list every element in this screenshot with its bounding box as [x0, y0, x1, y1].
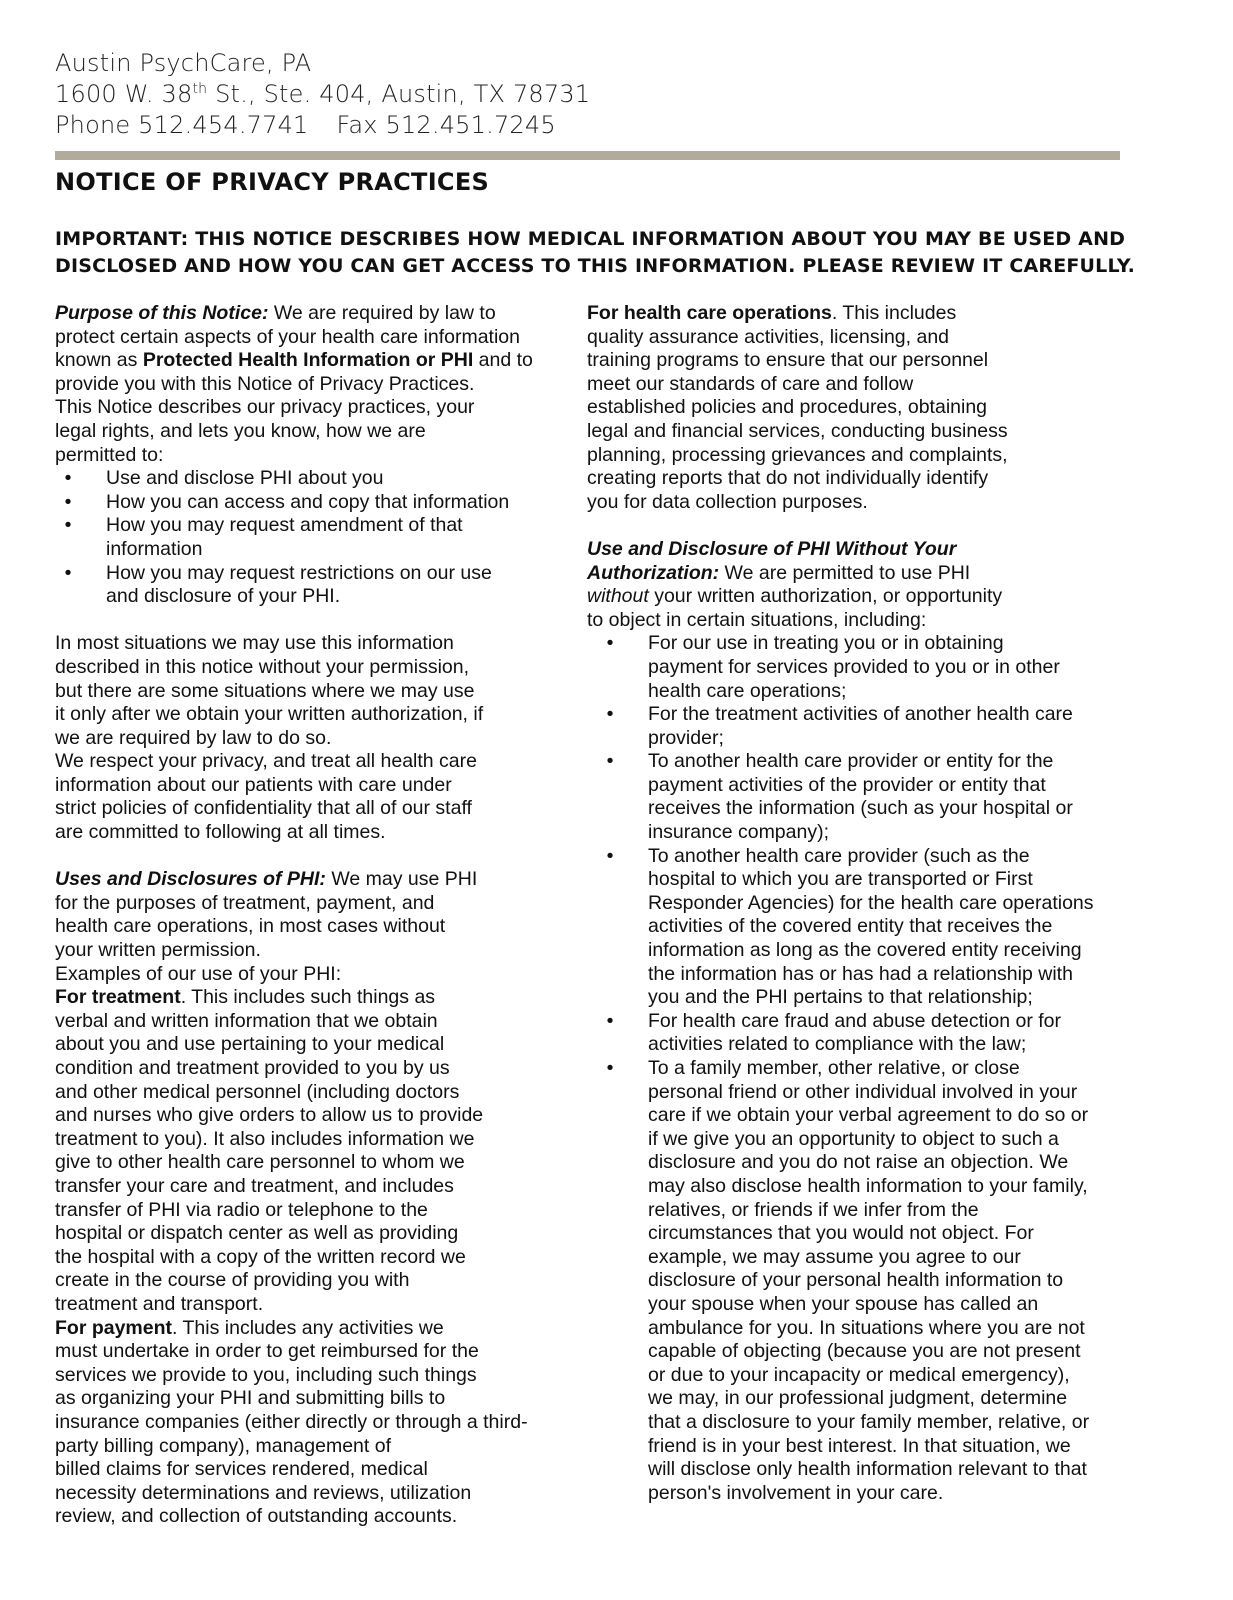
paragraph-line: Examples of our use of your PHI: [55, 962, 342, 985]
left-column [55, 302, 565, 1529]
uses-section: Uses and Disclosures of PHI: We may use PHI for the purposes of treatment, payment, and health care operations, in most cases without your written permission. Examples of our use of your PHI: For treatment. This includes such things as verbal and written information that we obtain about you and use pertaining to your medical condition and treatment provided to you by us and other medical personnel (including doctors and nurses who give orders to allow us to provide treatment to you). It also includes information we give to other health care personnel to whom we transfer your care and treatment, and includes transfer of PHI via radio or telephone to the hospital or dispatch center as well as providing the hospital with a copy of the written record we create in the course of providing you with treatment and transport. For payment. This includes any activities we must undertake in order to get reimbursed for the services we provide to you, including such things as organizing your PHI and submitting bills to insurance companies (either directly or through a third- party billing company), management of billed claims for services rendered, medical necessity determinations and reviews, utilization review, and collection of outstanding accounts. [55, 868, 565, 1529]
list-item-text: For our use in treating you or in obtaining [648, 632, 1004, 655]
list-item-text: provider; [648, 726, 724, 749]
paragraph-line: meet our standards of care and follow [587, 372, 914, 395]
operations-section: For health care operations. This includes quality assurance activities, licensing, and training programs to ensure that our personnel meet our standards of care and follow established policies and procedures, obtaining legal and financial services, conducting business planning, processing grievances and complaints, creating reports that do not individually identify you for data collection purposes. [587, 302, 1147, 514]
bullet-icon: • [606, 844, 614, 867]
list-item-text: and disclosure of your PHI. [106, 585, 341, 608]
list-item-text: disclosure and you do not raise an objection. We [648, 1151, 1069, 1174]
list-item-text: information [106, 537, 203, 560]
list-item [55, 467, 565, 491]
list-item-text: activities of the covered entity that receives the [648, 915, 1053, 938]
list-item [587, 703, 1147, 750]
list-item-text: ambulance for you. In situations where you are not [648, 1316, 1085, 1339]
uses-heading: Uses and Disclosures of PHI: [55, 868, 326, 891]
treatment-heading: For treatment [55, 986, 181, 1009]
paragraph-line: information about our patients with care under [55, 773, 452, 796]
paragraph-line: verbal and written information that we obtain [55, 1009, 438, 1032]
list-item-text: we may, in our professional judgment, determine [648, 1387, 1068, 1410]
bullet-icon: • [64, 467, 72, 490]
paragraph-line: treatment and transport. [55, 1292, 264, 1315]
paragraph-line: protect certain aspects of your health care information [55, 325, 520, 348]
paragraph-line: are committed to following at all times. [55, 821, 386, 844]
paragraph-line: provide you with this Notice of Privacy Practices. [55, 372, 475, 395]
purpose-heading: Purpose of this Notice: [55, 302, 269, 324]
list-item-text: may also disclose health information to your family, [648, 1174, 1088, 1197]
list-item-text: personal friend or other individual involved in your [648, 1080, 1078, 1103]
purpose-section: Purpose of this Notice: We are required by law to protect certain aspects of your health care information known as Protected Health Information or PHI and to provide you with this Notice of Privacy Practices. This Notice describes our privacy practices, your legal rights, and lets you know, how we are permitted to: • Use and disclose PHI about you • How you can access and copy that information • How you may request amendment of that information • How you may request restrictions on our use and disclosure of your PHI. [55, 302, 565, 609]
list-item-text: circumstances that you would not object. For [648, 1222, 1034, 1245]
list-item-text: you and the PHI pertains to that relationship; [648, 986, 1033, 1009]
paragraph-line: We respect your privacy, and treat all health care [55, 750, 477, 773]
without-authorization-list [587, 632, 1147, 1505]
list-item-text: For the treatment activities of another health care [648, 703, 1073, 726]
letterhead [55, 48, 590, 141]
list-item [587, 1057, 1147, 1505]
phi-term: Protected Health Information or PHI [142, 349, 474, 372]
practice-name: Austin PsychCare, PA [55, 49, 312, 77]
list-item-text: will disclose only health information relevant to that [648, 1458, 1087, 1481]
paragraph-line: billed claims for services rendered, medical [55, 1458, 428, 1481]
paragraph-line: necessity determinations and reviews, utilization [55, 1481, 472, 1504]
list-item-text: care if we obtain your verbal agreement to do so or [648, 1104, 1089, 1127]
paragraph-line: but there are some situations where we may use [55, 679, 475, 702]
important-line: DISCLOSED AND HOW YOU CAN GET ACCESS TO THIS INFORMATION. PLEASE REVIEW IT CAREFULLY. [55, 255, 1136, 277]
paragraph-line: transfer your care and treatment, and includes [55, 1174, 454, 1197]
list-item-text: friend is in your best interest. In that situation, we [648, 1434, 1071, 1457]
paragraph-line: treatment to you). It also includes information we [55, 1127, 475, 1150]
practice-address: 1600 W. 38th St., Ste. 404, Austin, TX 78731 [55, 80, 591, 108]
list-item-text: To another health care provider or entity for the [648, 750, 1054, 773]
paragraph-line: and other medical personnel (including doctors [55, 1080, 460, 1103]
paragraph-line: must undertake in order to get reimbursed for the [55, 1340, 479, 1363]
right-column [587, 302, 1147, 1505]
paragraph-line: condition and treatment provided to you by us [55, 1057, 450, 1079]
list-item [55, 491, 565, 515]
paragraph-line: about you and use pertaining to your medical [55, 1033, 445, 1056]
list-item-text: example, we may assume you agree to our [648, 1245, 1021, 1268]
paragraph-line: permitted to: [55, 443, 164, 466]
paragraph-line: In most situations we may use this information [55, 632, 454, 655]
list-item-text: person's involvement in your care. [648, 1481, 944, 1504]
list-item-text: activities related to compliance with the law; [648, 1033, 1027, 1056]
list-item-text: Responder Agencies) for the health care operations [648, 891, 1094, 914]
fax-number: Fax 512.451.7245 [336, 111, 556, 139]
list-item-text: To a family member, other relative, or close [648, 1057, 1020, 1079]
paragraph-line: as organizing your PHI and submitting bills to [55, 1387, 446, 1410]
paragraph-line: creating reports that do not individually identify [587, 467, 989, 490]
important-line: IMPORTANT: THIS NOTICE DESCRIBES HOW MEDICAL INFORMATION ABOUT YOU MAY BE USED AND [55, 228, 1126, 250]
without-authorization-section: Use and Disclosure of PHI Without Your Authorization: We are permitted to use PHI without your written authorization, or opportunity to object in certain situations, including: • For our use in treating you or in obtaining payment for services provided to you or in other health care operations; • For the treatment activities of another health care provider; • To another health care provider or entity for the payment activities of the provider or entity that receives the information (such as your hospital or insurance company); • To another health care provider (such as the hospital to which you are transported or First Responder Agencies) for the health care operations activities of the covered entity that receives the information as long as the covered entity receiving the information has or has had a relationship with you and the PHI pertains to that relationship; • For health care fraud and abuse detection or for activities related to compliance with the law; • To a family member, other relative, or close personal friend or other individual involved in your care if we obtain your verbal agreement to do so or if we give you an opportunity to object to such a disclosure and you do not raise an objection. We may also disclose health information to your family, relatives, or friends if we infer from the circumstances that you would not object. For example, we may assume you agree to our disclosure of your personal health information to your spouse when your spouse has called an ambulance for you. In situations where you are not capable of objecting (because you are not present or due to your incapacity or medical emergency), we may, in our professional judgment, determine that a disclosure to your family member, relative, or friend is in your best interest. In that situation, we will disclose only health information relevant to that person's involvement in your care. [587, 538, 1147, 1505]
list-item-text: For health care fraud and abuse detection or for [648, 1009, 1062, 1032]
list-item-text: receives the information (such as your hospital or [648, 797, 1073, 820]
bullet-icon: • [606, 750, 614, 773]
bullet-icon: • [64, 514, 72, 537]
paragraph-line: planning, processing grievances and complaints, [587, 443, 1008, 466]
paragraph-line: strict policies of confidentiality that all of our staff [55, 797, 472, 820]
paragraph-line: review, and collection of outstanding accounts. [55, 1505, 458, 1528]
bullet-icon: • [606, 1009, 614, 1032]
list-item-text: if we give you an opportunity to object to such a [648, 1127, 1059, 1150]
paragraph-line: for the purposes of treatment, payment, and [55, 891, 435, 914]
list-item-text: payment activities of the provider or entity that [648, 773, 1046, 796]
bullet-icon: • [64, 490, 72, 513]
list-item-text: insurance company); [648, 821, 830, 844]
paragraph-line: you for data collection purposes. [587, 490, 868, 513]
paragraph-line: hospital or dispatch center as well as providing [55, 1222, 459, 1245]
practice-contact [55, 110, 590, 141]
paragraph-line: legal rights, and lets you know, how we are [55, 419, 426, 442]
paragraph-line: This Notice describes our privacy practices, your [55, 396, 475, 419]
list-item-text: that a disclosure to your family member, relative, or [648, 1410, 1090, 1433]
list-item [587, 845, 1147, 1010]
bullet-icon: • [606, 703, 614, 726]
list-item-text: payment for services provided to you or in other [648, 655, 1060, 678]
paragraph-line: established policies and procedures, obtaining [587, 396, 988, 419]
list-item-text: or due to your incapacity or medical emergency), [648, 1363, 1070, 1386]
bullet-icon: • [64, 561, 72, 584]
important-notice [55, 226, 1135, 280]
paragraph-line: party billing company), management of [55, 1434, 392, 1457]
operations-heading: For health care operations [587, 302, 832, 324]
list-item-text: health care operations; [648, 679, 847, 702]
paragraph-line: described in this notice without your permission, [55, 655, 470, 678]
list-item [587, 1010, 1147, 1057]
list-item-text: To another health care provider (such as the [648, 844, 1030, 867]
list-item-text: hospital to which you are transported or First [648, 868, 1033, 891]
list-item [55, 514, 565, 561]
paragraph-line: give to other health care personnel to whom we [55, 1151, 465, 1174]
without-authorization-heading: Use and Disclosure of PHI Without Your [587, 537, 957, 560]
paragraph-line: quality assurance activities, licensing, and [587, 325, 950, 348]
list-item-text: relatives, or friends if we infer from the [648, 1198, 979, 1221]
paragraph-line: insurance companies (either directly or through a third- [55, 1410, 528, 1433]
paragraph-line: transfer of PHI via radio or telephone to the [55, 1198, 428, 1221]
permitted-uses-list [55, 467, 565, 609]
bullet-icon: • [606, 1057, 614, 1079]
paragraph-line: your written permission. [55, 939, 261, 962]
payment-heading: For payment [55, 1316, 173, 1339]
paragraph-line: health care operations, in most cases without [55, 915, 446, 938]
paragraph-line: the hospital with a copy of the written record we [55, 1245, 466, 1268]
list-item [587, 632, 1147, 703]
list-item-text: disclosure of your personal health information to [648, 1269, 1064, 1292]
header-divider [55, 151, 1120, 160]
paragraph-line: training programs to ensure that our personnel [587, 349, 989, 372]
paragraph-line: services we provide to you, including such things [55, 1363, 477, 1386]
bullet-icon: • [606, 632, 614, 655]
paragraph-line: and nurses who give orders to allow us to provide [55, 1104, 484, 1127]
list-item-text: your spouse when your spouse has called an [648, 1292, 1039, 1315]
list-item [55, 562, 565, 609]
paragraph-line: legal and financial services, conducting business [587, 419, 1008, 442]
paragraph-line: create in the course of providing you with [55, 1269, 410, 1292]
phone-number: Phone 512.454.7741 [55, 111, 309, 139]
situations-paragraph [55, 632, 565, 844]
paragraph-line: it only after we obtain your written authorization, if [55, 703, 484, 726]
list-item-text: How you can access and copy that information [106, 490, 510, 513]
document-title: NOTICE OF PRIVACY PRACTICES [55, 168, 490, 196]
list-item-text: Use and disclose PHI about you [106, 467, 384, 490]
paragraph-line: we are required by law to do so. [55, 726, 332, 749]
list-item-text: information as long as the covered entity receiving [648, 939, 1082, 962]
list-item-text: capable of objecting (because you are not present [648, 1340, 1081, 1363]
list-item-text: How you may request restrictions on our use [106, 561, 492, 584]
list-item-text: How you may request amendment of that [106, 514, 463, 537]
list-item-text: the information has or has had a relationship with [648, 962, 1073, 985]
list-item [587, 750, 1147, 844]
